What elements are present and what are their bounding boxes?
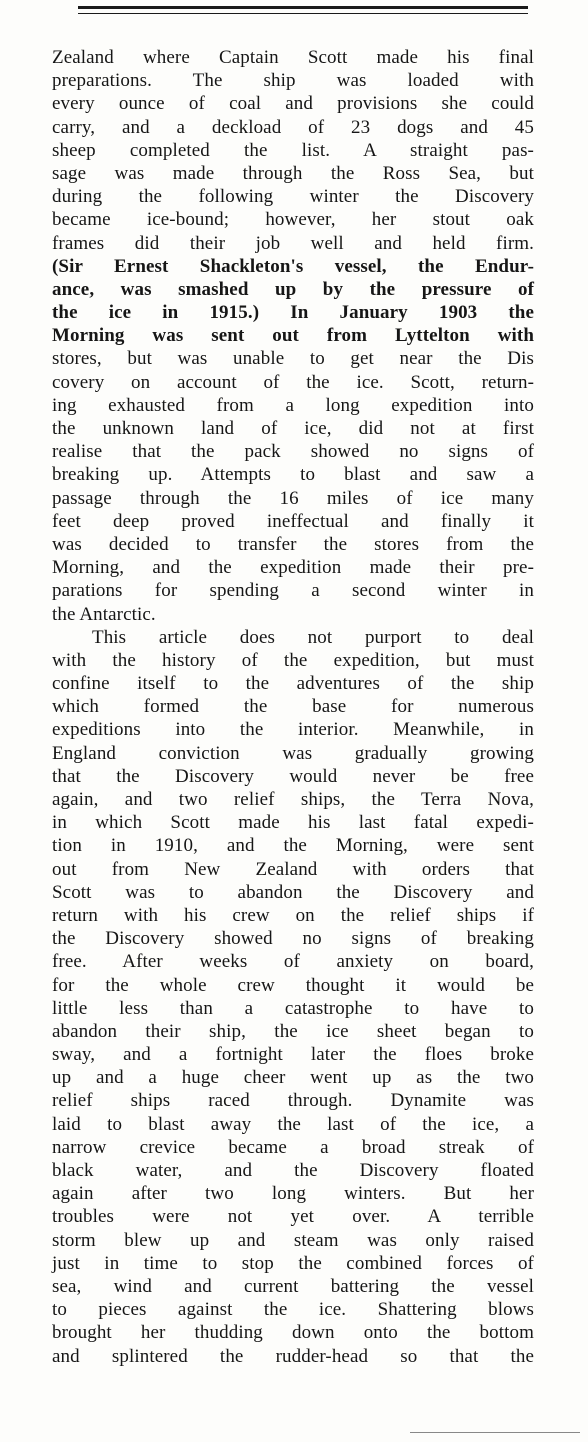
- article-line: sea, wind and current battering the vessel: [52, 1275, 534, 1297]
- article-line: Morning was sent out from Lyttelton with: [52, 325, 534, 347]
- article-line: during the following winter the Discovery: [52, 186, 534, 208]
- article-line: return with his crew on the relief ships if: [52, 904, 534, 926]
- article-line: abandon their ship, the ice sheet began to: [52, 1020, 534, 1042]
- footer-rule: [410, 1432, 580, 1433]
- article-line: This article does not purport to deal: [92, 626, 534, 648]
- article-line: little less than a catastrophe to have to: [52, 997, 534, 1019]
- article-line: in which Scott made his last fatal expedi-: [52, 812, 534, 834]
- article-line: black water, and the Discovery floated: [52, 1160, 534, 1181]
- article-line: narrow crevice became a broad streak of: [52, 1136, 534, 1158]
- article-line: ing exhausted from a long expedition into: [52, 394, 534, 416]
- article-line: laid to blast away the last of the ice, a: [52, 1113, 534, 1135]
- article-line: carry, and a deckload of 23 dogs and 45: [52, 116, 534, 138]
- article-line: confine itself to the adventures of the ship: [52, 673, 534, 695]
- article-line: again, and two relief ships, the Terra Nova,: [52, 789, 534, 810]
- article-line: with the history of the expedition, but must: [52, 649, 534, 671]
- header-rule-thick: [78, 6, 528, 9]
- article-line: realise that the pack showed no signs of: [52, 441, 534, 463]
- article-line: preparations. The ship was loaded with: [52, 70, 534, 92]
- article-line: free. After weeks of anxiety on board,: [52, 951, 534, 973]
- article-line: the unknown land of ice, did not at first: [52, 418, 534, 439]
- article-line: ance, was smashed up by the pressure of: [52, 278, 534, 300]
- article-line: expeditions into the interior. Meanwhile, in: [52, 719, 534, 741]
- article-line: breaking up. Attempts to blast and saw a: [52, 464, 534, 486]
- article-line: brought her thudding down onto the bottom: [52, 1322, 534, 1344]
- article-line: the Antarctic.: [52, 603, 156, 625]
- article-line: Zealand where Captain Scott made his final: [52, 47, 534, 68]
- article-line: was decided to transfer the stores from the: [52, 533, 534, 555]
- article-line: England conviction was gradually growing: [52, 742, 534, 764]
- article-line: frames did their job well and held firm.: [52, 232, 534, 254]
- article-line: to pieces against the ice. Shattering blows: [52, 1299, 534, 1321]
- article-line: storm blew up and steam was only raised: [52, 1229, 534, 1251]
- article-line: up and a huge cheer went up as the two: [52, 1067, 534, 1089]
- article-line: just in time to stop the combined forces of: [52, 1252, 534, 1274]
- article-line: that the Discovery would never be free: [52, 765, 534, 787]
- article-line: feet deep proved ineffectual and finally it: [52, 510, 534, 532]
- article-line: Scott was to abandon the Discovery and: [52, 881, 534, 903]
- article-column: [52, 46, 534, 1368]
- article-line: parations for spending a second winter in: [52, 580, 534, 602]
- article-line: became ice-bound; however, her stout oak: [52, 209, 534, 231]
- article-line: out from New Zealand with orders that: [52, 858, 534, 880]
- article-line: for the whole crew thought it would be: [52, 974, 534, 996]
- article-line: sway, and a fortnight later the floes broke: [52, 1044, 534, 1066]
- article-line: sheep completed the list. A straight pas-: [52, 139, 534, 161]
- article-line: again after two long winters. But her: [52, 1183, 534, 1205]
- article-line: tion in 1910, and the Morning, were sent: [52, 835, 534, 857]
- article-line: (Sir Ernest Shackleton's vessel, the Endur-: [52, 255, 534, 277]
- article-line: covery on account of the ice. Scott, return-: [52, 371, 534, 393]
- article-line: relief ships raced through. Dynamite was: [52, 1090, 534, 1112]
- article-line: and splintered the rudder-head so that the: [52, 1345, 534, 1367]
- article-line: troubles were not yet over. A terrible: [52, 1206, 534, 1228]
- article-line: the Discovery showed no signs of breaking: [52, 928, 534, 950]
- article-line: every ounce of coal and provisions she could: [52, 93, 534, 115]
- article-line: the ice in 1915.) In January 1903 the: [52, 302, 534, 324]
- article-line: passage through the 16 miles of ice many: [52, 487, 534, 509]
- article-line: stores, but was unable to get near the Dis: [52, 348, 534, 370]
- article-line: Morning, and the expedition made their pre-: [52, 557, 534, 579]
- article-line: which formed the base for numerous: [52, 696, 534, 718]
- article-line: sage was made through the Ross Sea, but: [52, 162, 534, 184]
- header-rule-thin: [78, 13, 528, 14]
